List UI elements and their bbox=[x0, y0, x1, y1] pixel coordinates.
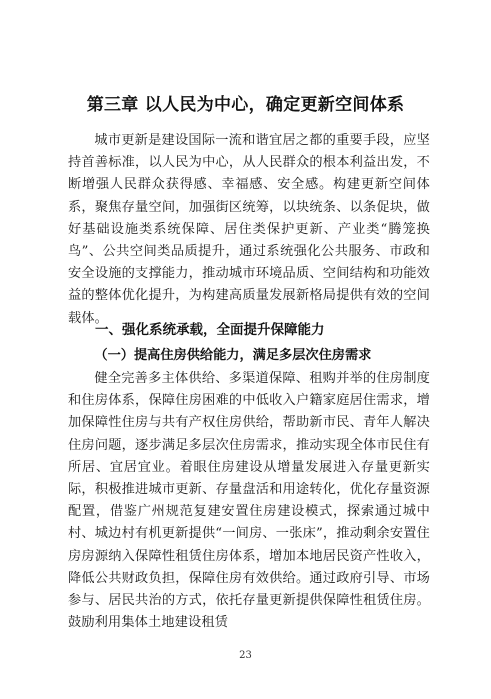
chapter-title: 第三章 以人民为中心，确定更新空间体系 bbox=[86, 95, 405, 115]
subsection-heading: （一）提高住房供给能力，满足多层次住房需求 bbox=[94, 348, 372, 363]
section-heading: 一、强化系统承载，全面提升保障能力 bbox=[95, 322, 325, 338]
body-paragraph: 健全完善多主体供给、多渠道保障、租购并举的住房制度和住房体系，保障住房困难的中低收入户籍家庭居住需求，增加保障性住房与共有产权住房供给，帮助新市民、青年人解决住房问题，逐步满足多层次住房需求，推动实现全体市民住有所居、宜居宜业。着眼住房建设从增量发展进入存量更新实际，积极推进城市更新、存量盘活和用途转化，优化存量资源配置，借鉴广州规范复建安置住房建设模式，探索通过城中村、城边村有机更新提供“一间房、一张床”，推动剩余安置住房房源纳入保障性租赁住房体系，增加本地居民资产性收入，降低公共财政负担，保障住房有效供给。通过政府引导、市场参与、居民共治的方式，依托存量更新提供保障性租赁住房。鼓励利用集体土地建设租赁 bbox=[68, 371, 430, 631]
page-number: 23 bbox=[239, 650, 252, 661]
intro-paragraph: 城市更新是建设国际一流和谐宜居之都的重要手段，应坚持首善标准，以人民为中心，从人民群众的根本利益出发，不断增强人民群众获得感、幸福感、安全感。构建更新空间体系，聚焦存量空间，加强街区统筹，以块统条、以条促块，做好基础设施类系统保障、居住类保护更新、产业类“腾笼换鸟”、公共空间类品质提升，通过系统强化公共服务、市政和安全设施的支撑能力，推动城市环境品质、空间结构和功能效益的整体优化提升，为构建高质量发展新格局提供有效的空间载体。 bbox=[68, 133, 430, 326]
